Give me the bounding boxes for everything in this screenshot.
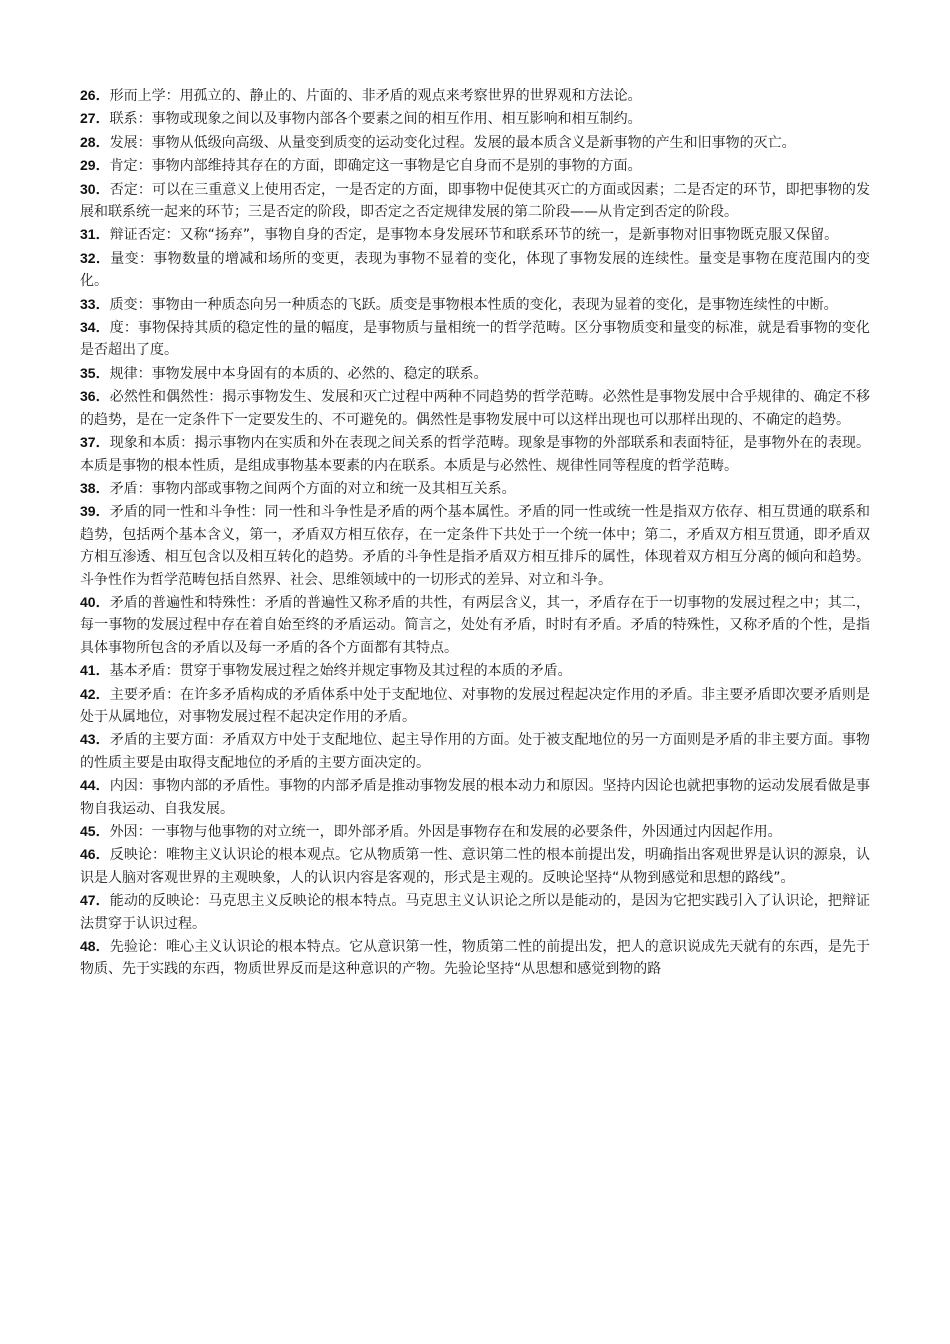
term-entry <box>80 591 870 659</box>
term-number: 32 <box>80 249 96 266</box>
term-definition: 形而上学：用孤立的、静止的、片面的、非矛盾的观点来考察世界的世界观和方法论。 <box>109 88 642 104</box>
term-entry <box>80 774 870 820</box>
term-entry <box>80 154 870 177</box>
term-number: 33 <box>80 295 96 312</box>
term-definition: 矛盾的主要方面：矛盾双方中处于支配地位、起主导作用的方面。处于被支配地位的另一方面则是矛盾的非主要方面。事物的性质主要是由取得支配地位的矛盾的主要方面决定的。 <box>80 732 871 771</box>
term-definition: 必然性和偶然性：揭示事物发生、发展和灭亡过程中两种不同趋势的哲学范畴。必然性是事物发展中合乎规律的、确定不移的趋势，是在一定条件下一定要发生的、不可避免的。偶然性是事物发展中可以这样出现也可以那样出现的、不确定的趋势。 <box>80 389 871 428</box>
term-entry <box>80 178 870 224</box>
term-number-separator: ． <box>95 388 110 405</box>
term-definition: 否定：可以在三重意义上使用否定，一是否定的方面，即事物中促使其灭亡的方面或因素；二是否定的环节，即把事物的发展和联系统一起来的环节；三是否定的阶段，即否定之否定规律发展的第二阶段——从肯定到否定的阶段。 <box>80 181 871 221</box>
term-number: 35 <box>80 364 96 381</box>
term-definition: 外因：一事物与他事物的对立统一，即外部矛盾。外因是事物存在和发展的必要条件，外因通过内因起作用。 <box>109 824 782 840</box>
term-number-separator: ． <box>95 777 110 794</box>
document-page <box>80 84 870 981</box>
term-number: 48 <box>80 938 96 955</box>
term-number-separator: ． <box>95 249 111 266</box>
term-definition: 现象和本质：揭示事物内在实质和外在表现之间关系的哲学范畴。现象是事物的外部联系和表面特征，是事物外在的表现。本质是事物的根本性质，是组成事物基本要素的内在联系。本质是与必然性、规律性同等程度的哲学范畴。 <box>80 435 871 474</box>
term-number: 43 <box>80 731 96 748</box>
term-entry <box>80 293 870 316</box>
term-number: 29 <box>80 157 96 174</box>
term-number: 36 <box>80 388 96 405</box>
term-definition: 规律：事物发展中本身固有的本质的、必然的、稳定的联系。 <box>109 365 488 382</box>
term-number: 39 <box>80 503 96 520</box>
term-number: 47 <box>80 892 96 909</box>
term-number: 26 <box>80 87 96 103</box>
term-number-separator: ． <box>95 593 110 610</box>
term-entry <box>80 843 870 889</box>
term-number-separator: ． <box>95 87 110 103</box>
term-definition: 发展：事物从低级向高级、从量变到质变的运动变化过程。发展的最本质含义是新事物的产生和旧事物的灭亡。 <box>109 134 796 151</box>
term-definition: 内因：事物内部的矛盾性。事物的内部矛盾是推动事物发展的根本动力和原因。坚持内因论也就把事物的运动发展看做是事物自我运动、自我发展。 <box>80 778 871 817</box>
term-entry <box>80 477 870 500</box>
term-number-separator: ． <box>95 133 110 150</box>
term-number: 27 <box>80 110 96 127</box>
term-definition: 能动的反映论：马克思主义反映论的根本特点。马克思主义认识论之所以是能动的，是因为它把实践引入了认识论，把辩证法贯穿于认识过程。 <box>80 893 871 932</box>
term-entry <box>80 683 870 729</box>
term-definition: 辩证否定：又称“扬弃”，事物自身的否定，是事物本身发展环节和联系环节的统一，是新事物对旧事物既克服又保留。 <box>109 227 839 244</box>
term-entry <box>80 84 870 107</box>
term-entry <box>80 385 870 431</box>
term-definition: 主要矛盾：在许多矛盾构成的矛盾体系中处于支配地位、对事物的发展过程起决定作用的矛盾。非主要矛盾即次要矛盾则是处于从属地位，对事物发展过程不起决定作用的矛盾。 <box>80 686 871 725</box>
term-number-separator: ． <box>95 364 110 381</box>
term-definition: 矛盾的普遍性和特殊性：矛盾的普遍性又称矛盾的共性，有两层含义，其一，矛盾存在于一切事物的发展过程之中；其二，每一事物的发展过程中存在着自始至终的矛盾运动。简言之，处处有矛盾，时时有矛盾。矛盾的特殊性，又称矛盾的个性，是指具体事物所包含的矛盾以及每一矛盾的各个方面都有其特点。 <box>80 594 871 656</box>
term-definition: 矛盾：事物内部或事物之间两个方面的对立和统一及其相互关系。 <box>109 480 516 497</box>
term-definition: 质变：事物由一种质态向另一种质态的飞跃。质变是事物根本性质的变化，表现为显着的变化，是事物连续性的中断。 <box>109 296 838 313</box>
term-number: 28 <box>80 133 96 150</box>
term-number-separator: ． <box>95 846 110 863</box>
term-entry <box>80 820 870 843</box>
term-number-separator: ． <box>95 731 110 748</box>
term-number-separator: ． <box>95 319 110 336</box>
term-entry <box>80 131 870 154</box>
term-entry <box>80 935 870 981</box>
term-number: 38 <box>80 479 96 496</box>
term-number-separator: ． <box>95 110 110 127</box>
term-entry <box>80 659 870 682</box>
term-definition: 度：事物保持其质的稳定性的量的幅度，是事物质与量相统一的哲学范畴。区分事物质变和量变的标准，就是看事物的变化是否超出了度。 <box>80 320 871 359</box>
term-number-separator: ． <box>95 938 110 955</box>
term-number-separator: ． <box>95 823 110 839</box>
term-number: 30 <box>80 180 96 197</box>
term-number: 42 <box>80 685 96 702</box>
term-number-separator: ． <box>95 295 110 312</box>
term-number: 34 <box>80 319 96 336</box>
term-definition: 矛盾的同一性和斗争性：同一性和斗争性是矛盾的两个基本属性。矛盾的同一性或统一性是指双方依存、相互贯通的联系和趋势，包括两个基本含义，第一，矛盾双方相互依存，在一定条件下共处于一个统一体中；第二，矛盾双方相互贯通，即矛盾双方相互渗透、相互包含以及相互转化的趋势。矛盾的斗争性是指矛盾双方相互排斥的属性，体现着双方相互分离的倾向和趋势。斗争性作为哲学范畴包括自然界、社会、思维领域中的一切形式的差异、对立和斗争。 <box>80 504 871 588</box>
term-definition: 基本矛盾：贯穿于事物发展过程之始终并规定事物及其过程的本质的矛盾。 <box>109 663 572 680</box>
term-number: 37 <box>80 434 96 451</box>
term-definition: 联系：事物或现象之间以及事物内部各个要素之间的相互作用、相互影响和相互制约。 <box>109 111 642 128</box>
term-number-separator: ． <box>95 662 110 679</box>
term-number: 41 <box>80 662 96 679</box>
term-definition: 反映论：唯物主义认识论的根本观点。它从物质第一性、意识第二性的根本前提出发，明确指出客观世界是认识的源泉，认识是人脑对客观世界的主观映象，人的认识内容是客观的，形式是主观的。反映论坚持“从物到感觉和思想的路线”。 <box>80 847 871 886</box>
term-number: 45 <box>80 823 96 839</box>
term-number-separator: ． <box>95 479 110 496</box>
term-number: 40 <box>80 593 96 610</box>
term-entry <box>80 107 870 130</box>
term-number-separator: ． <box>95 434 110 451</box>
term-number-separator: ． <box>95 157 110 174</box>
term-number-separator: ． <box>95 503 110 520</box>
term-definition: 先验论：唯心主义认识论的根本特点。它从意识第一性，物质第二性的前提出发，把人的意识说成先天就有的东西，是先于物质、先于实践的东西，物质世界反而是这种意识的产物。先验论坚持“从思想和感觉到物的路 <box>80 939 871 978</box>
term-entry <box>80 316 870 362</box>
term-entry <box>80 362 870 385</box>
term-definition: 量变：事物数量的增减和场所的变更，表现为事物不显着的变化，体现了事物发展的连续性。量变是事物在度范围内的变化。 <box>80 250 871 290</box>
term-entry <box>80 889 870 935</box>
term-definition: 肯定：事物内部维持其存在的方面，即确定这一事物是它自身而不是别的事物的方面。 <box>109 158 642 175</box>
term-number-separator: ． <box>95 226 110 243</box>
term-number-separator: ． <box>95 685 110 702</box>
term-entry <box>80 431 870 477</box>
term-number: 44 <box>80 777 96 794</box>
term-number: 31 <box>80 226 96 243</box>
term-number: 46 <box>80 846 96 863</box>
term-entry <box>80 223 870 246</box>
term-number-separator: ． <box>95 180 110 197</box>
term-entry <box>80 247 870 293</box>
term-entry <box>80 500 870 591</box>
term-entry <box>80 728 870 774</box>
term-number-separator: ． <box>95 892 110 909</box>
